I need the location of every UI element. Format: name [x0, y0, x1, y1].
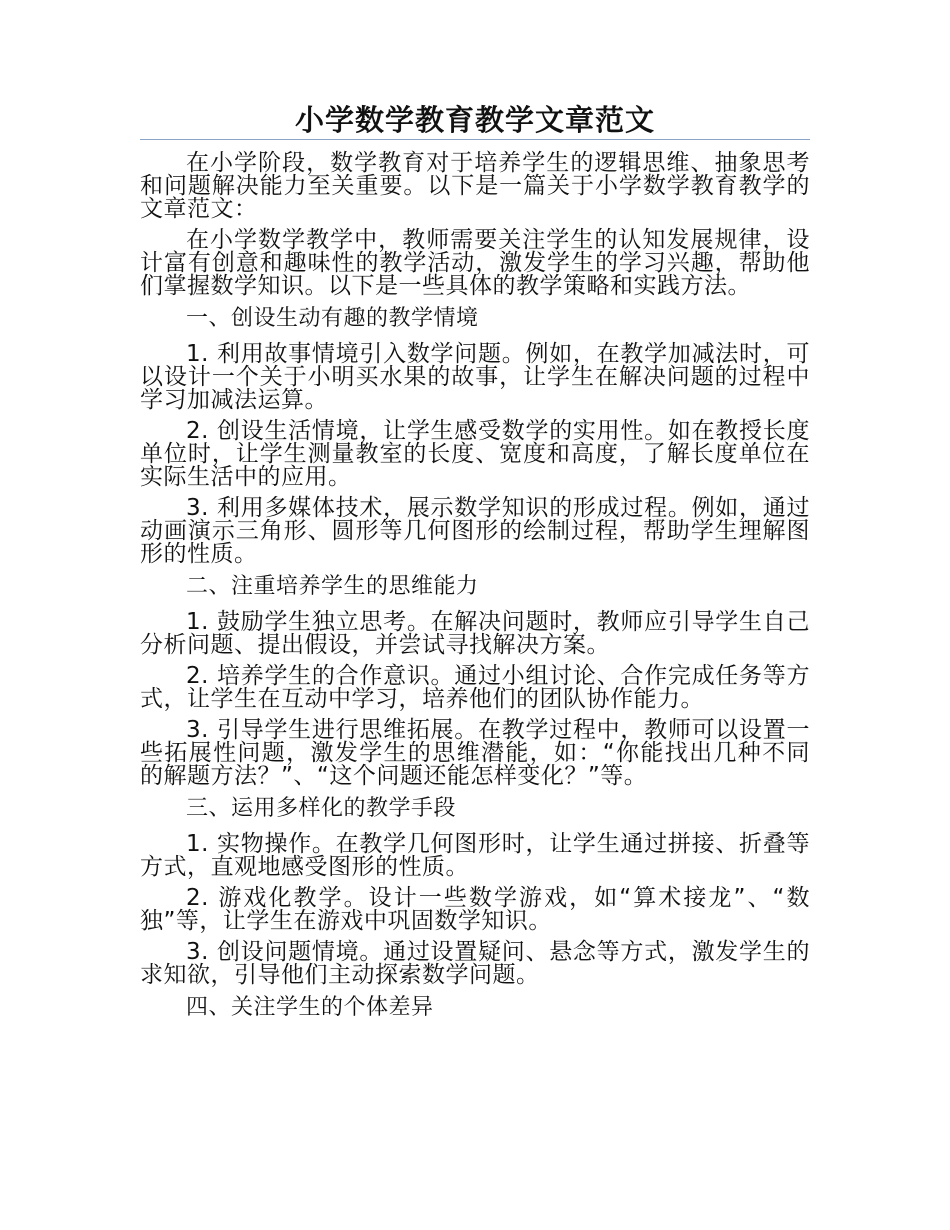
title-underline	[140, 139, 810, 140]
section-heading-3: 三、运用多样化的教学手段	[186, 796, 457, 821]
section-1-item-2: 2. 创设生活情境，让学生感受数学的实用性。如在教授长度单位时，让学生测量教室的长度、宽度和高度，了解长度单位在实际生活中的应用。	[140, 418, 810, 490]
section-2-item-2: 2. 培养学生的合作意识。通过小组讨论、合作完成任务等方式，让学生在互动中学习，培养他们的团队协作能力。	[140, 663, 810, 712]
document-title: 小学数学教育教学文章范文	[294, 103, 655, 137]
section-heading-4: 四、关注学生的个体差异	[186, 995, 434, 1020]
document-body	[140, 152, 810, 1032]
section-2-item-3: 3. 引导学生进行思维拓展。在教学过程中，教师可以设置一些拓展性问题，激发学生的思维潜能，如：“你能找出几种不同的解题方法？”、“这个问题还能怎样变化？”等。	[140, 717, 810, 789]
overview-paragraph: 在小学数学教学中，教师需要关注学生的认知发展规律，设计富有创意和趣味性的教学活动，激发学生的学习兴趣，帮助他们掌握数学知识。以下是一些具体的教学策略和实践方法。	[140, 227, 810, 299]
section-2-item-1: 1. 鼓励学生独立思考。在解决问题时，教师应引导学生自己分析问题、提出假设，并尝试寻找解决方案。	[140, 609, 810, 658]
section-heading-2: 二、注重培养学生的思维能力	[186, 574, 479, 599]
section-1-item-3: 3. 利用多媒体技术，展示数学知识的形成过程。例如，通过动画演示三角形、圆形等几何图形的绘制过程，帮助学生理解图形的性质。	[140, 495, 810, 567]
section-1-item-1: 1. 利用故事情境引入数学问题。例如，在教学加减法时，可以设计一个关于小明买水果的故事，让学生在解决问题的过程中学习加减法运算。	[140, 341, 810, 413]
section-heading-1: 一、创设生动有趣的教学情境	[186, 306, 479, 331]
intro-paragraph: 在小学阶段，数学教育对于培养学生的逻辑思维、抽象思考和问题解决能力至关重要。以下是一篇关于小学数学教育教学的文章范文：	[140, 150, 810, 222]
section-3-item-2: 2. 游戏化教学。设计一些数学游戏，如“算术接龙”、“数独”等，让学生在游戏中巩固数学知识。	[140, 885, 810, 934]
section-3-item-1: 1. 实物操作。在教学几何图形时，让学生通过拼接、折叠等方式，直观地感受图形的性质。	[140, 831, 810, 880]
section-3-item-3: 3. 创设问题情境。通过设置疑问、悬念等方式，激发学生的求知欲，引导他们主动探索数学问题。	[140, 939, 810, 988]
